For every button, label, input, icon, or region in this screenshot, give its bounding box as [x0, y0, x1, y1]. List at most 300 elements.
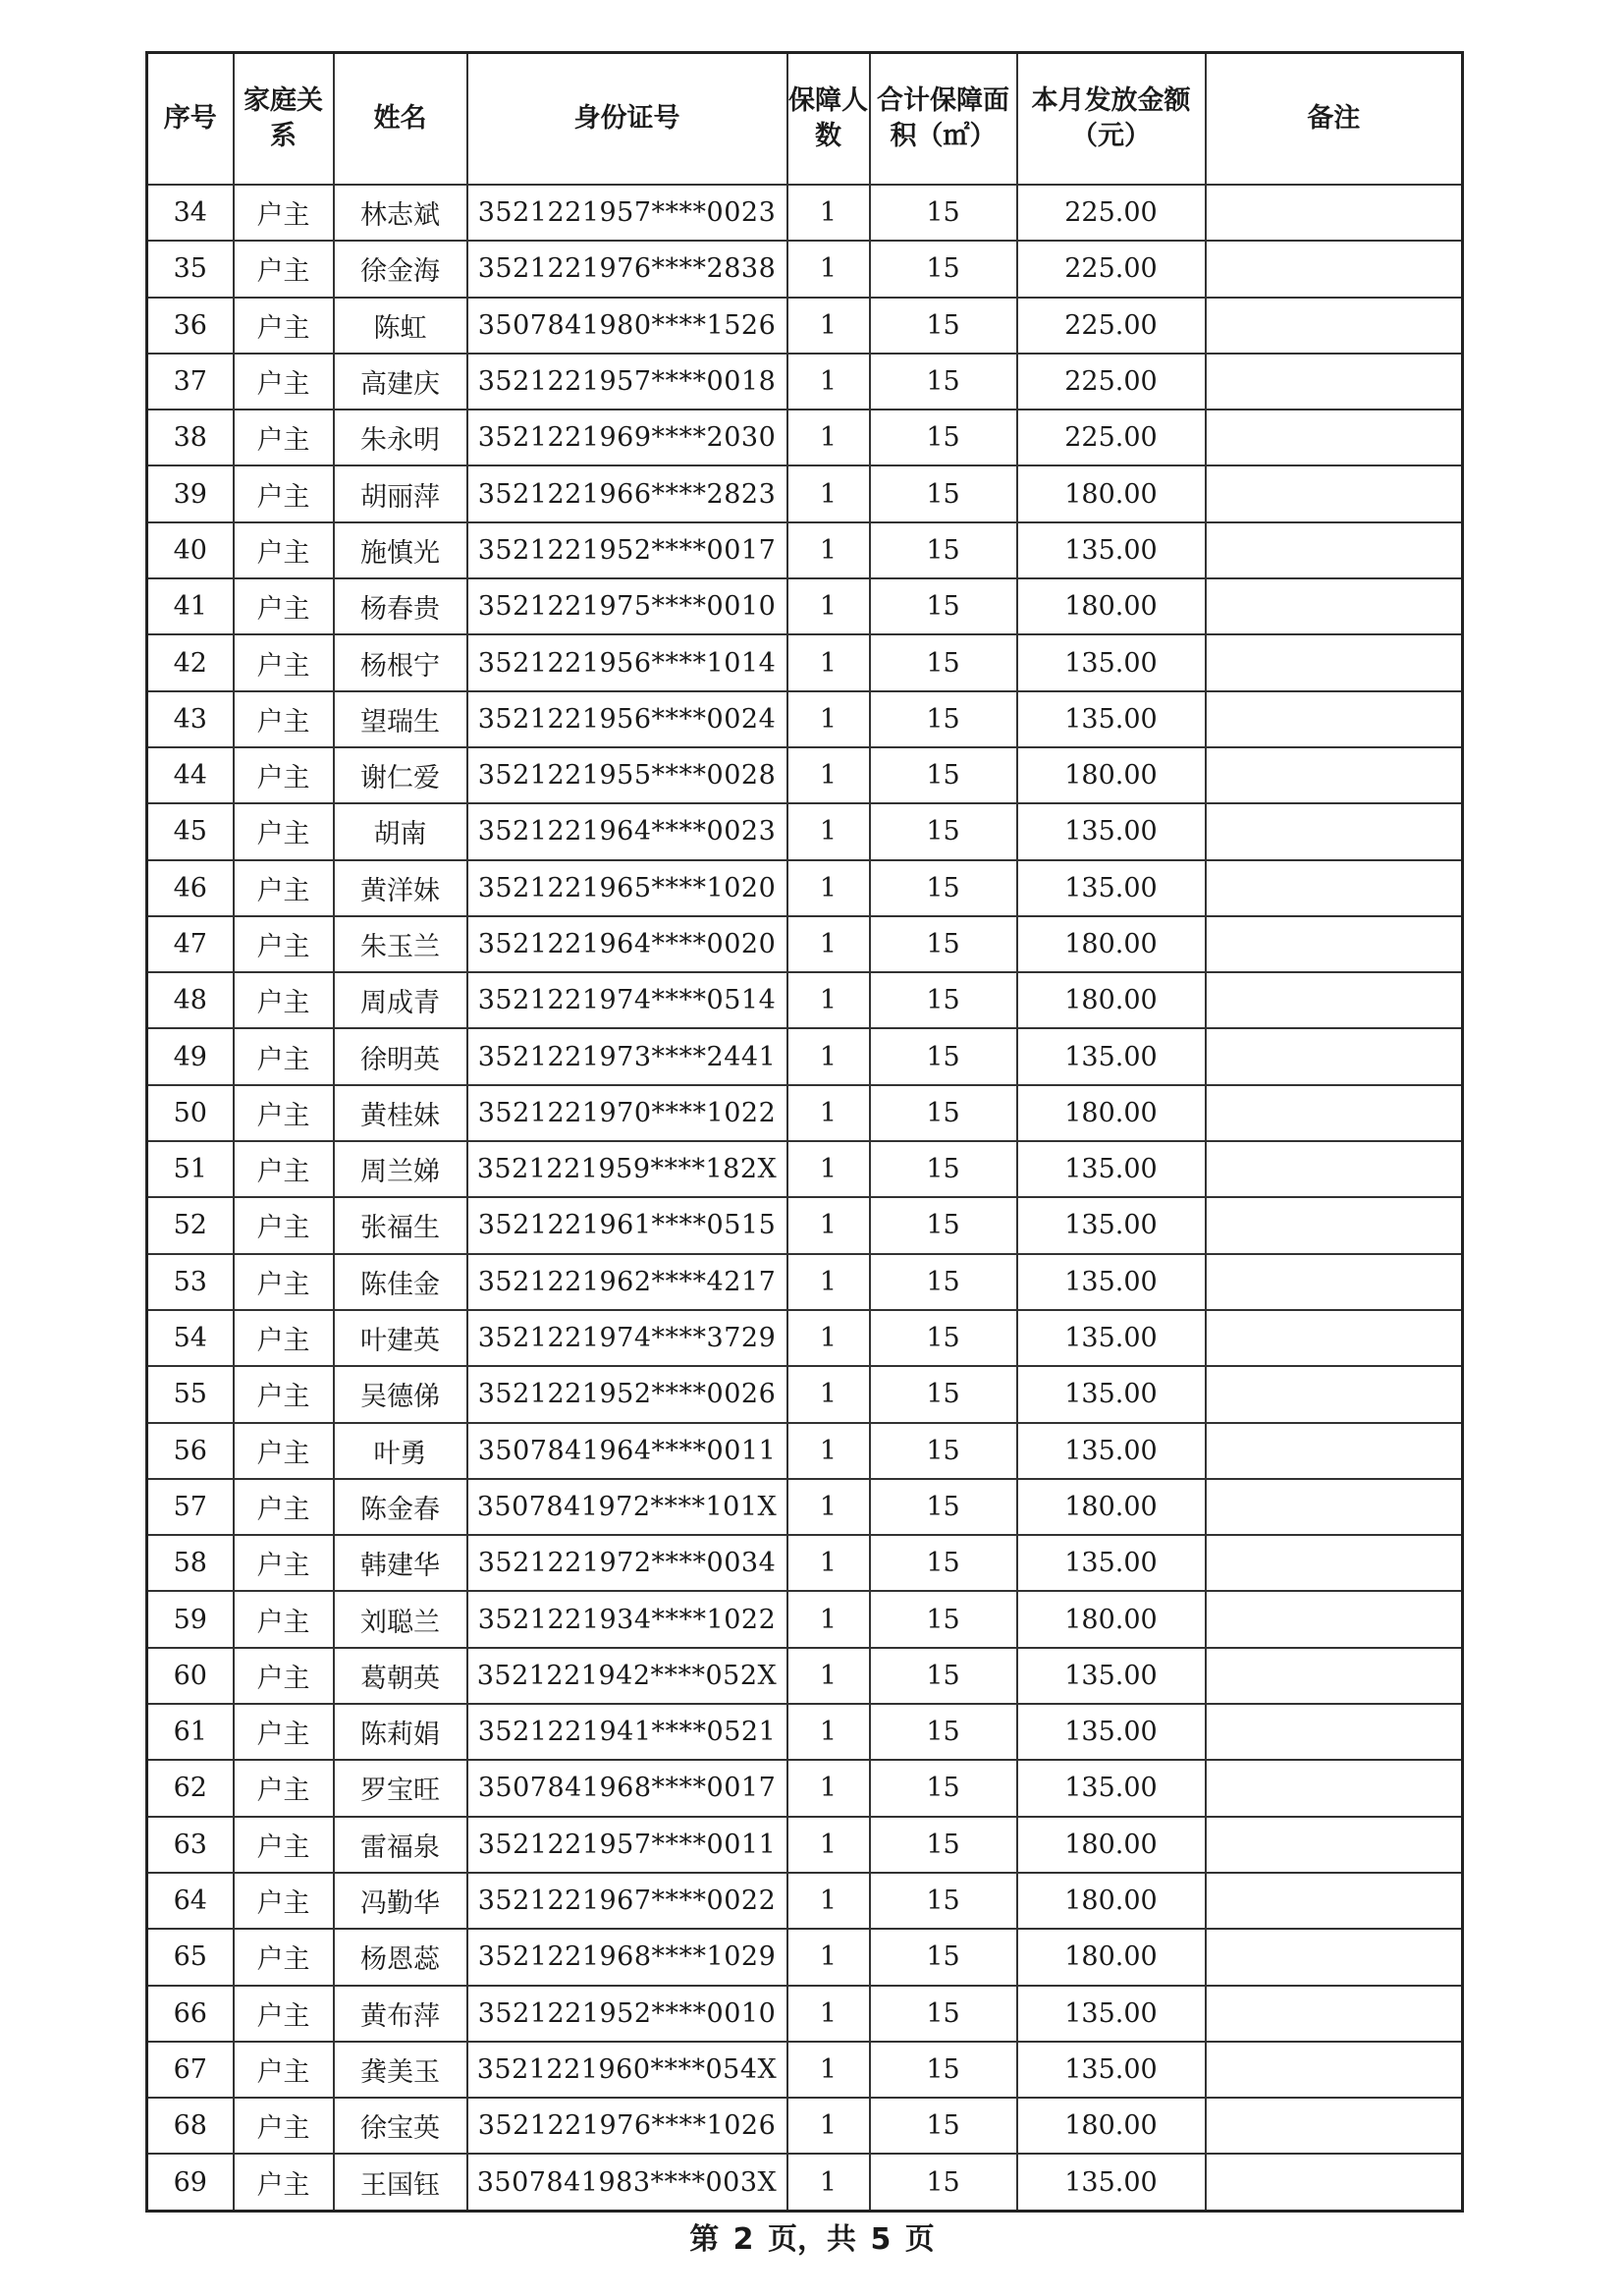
cell-id-number: 3521221967****0022 [467, 1873, 787, 1929]
table-row [147, 2042, 1463, 2098]
table-row [147, 747, 1463, 803]
cell-id-number: 3507841972****101X [467, 1479, 787, 1535]
cell-relation: 户主 [234, 1817, 334, 1873]
cell-amount: 135.00 [1017, 803, 1206, 859]
cell-amount: 135.00 [1017, 1366, 1206, 1422]
cell-name: 刘聪兰 [334, 1591, 467, 1647]
cell-amount: 225.00 [1017, 354, 1206, 410]
cell-name: 徐明英 [334, 1028, 467, 1084]
cell-remark [1206, 1535, 1463, 1591]
cell-relation: 户主 [234, 2154, 334, 2211]
cell-amount: 135.00 [1017, 1310, 1206, 1366]
cell-remark [1206, 691, 1463, 747]
cell-amount: 135.00 [1017, 1141, 1206, 1197]
cell-persons: 1 [787, 972, 870, 1028]
cell-remark [1206, 747, 1463, 803]
cell-persons: 1 [787, 1423, 870, 1479]
table-row [147, 522, 1463, 578]
cell-name: 周兰娣 [334, 1141, 467, 1197]
cell-remark [1206, 860, 1463, 916]
cell-relation: 户主 [234, 691, 334, 747]
cell-persons: 1 [787, 2154, 870, 2211]
cell-area: 15 [870, 972, 1017, 1028]
table-row [147, 1704, 1463, 1760]
table-row [147, 2154, 1463, 2211]
cell-seq: 52 [147, 1197, 234, 1253]
cell-relation: 户主 [234, 1929, 334, 1985]
cell-id-number: 3521221952****0017 [467, 522, 787, 578]
cell-persons: 1 [787, 241, 870, 297]
table-row [147, 1028, 1463, 1084]
cell-relation: 户主 [234, 578, 334, 634]
cell-amount: 180.00 [1017, 972, 1206, 1028]
cell-area: 15 [870, 1986, 1017, 2042]
cell-id-number: 3507841964****0011 [467, 1423, 787, 1479]
cell-amount: 180.00 [1017, 578, 1206, 634]
cell-relation: 户主 [234, 860, 334, 916]
cell-name: 吴德俤 [334, 1366, 467, 1422]
cell-persons: 1 [787, 1986, 870, 2042]
cell-seq: 36 [147, 298, 234, 354]
cell-seq: 35 [147, 241, 234, 297]
header-persons: 保障人数 [787, 53, 870, 186]
cell-id-number: 3521221956****0024 [467, 691, 787, 747]
cell-relation: 户主 [234, 522, 334, 578]
cell-remark [1206, 2042, 1463, 2098]
cell-name: 朱永明 [334, 410, 467, 465]
cell-seq: 59 [147, 1591, 234, 1647]
cell-seq: 50 [147, 1085, 234, 1141]
table-row [147, 1591, 1463, 1647]
cell-seq: 37 [147, 354, 234, 410]
cell-remark [1206, 522, 1463, 578]
cell-remark [1206, 241, 1463, 297]
cell-persons: 1 [787, 465, 870, 521]
cell-persons: 1 [787, 1141, 870, 1197]
cell-name: 葛朝英 [334, 1648, 467, 1704]
cell-id-number: 3521221964****0023 [467, 803, 787, 859]
cell-amount: 135.00 [1017, 2042, 1206, 2098]
cell-amount: 135.00 [1017, 1423, 1206, 1479]
cell-area: 15 [870, 354, 1017, 410]
cell-area: 15 [870, 1141, 1017, 1197]
cell-persons: 1 [787, 2042, 870, 2098]
cell-remark [1206, 1028, 1463, 1084]
cell-area: 15 [870, 634, 1017, 690]
cell-area: 15 [870, 1535, 1017, 1591]
cell-relation: 户主 [234, 2042, 334, 2098]
cell-id-number: 3521221965****1020 [467, 860, 787, 916]
cell-name: 龚美玉 [334, 2042, 467, 2098]
cell-relation: 户主 [234, 1423, 334, 1479]
cell-persons: 1 [787, 298, 870, 354]
table-row [147, 1310, 1463, 1366]
cell-seq: 68 [147, 2098, 234, 2154]
table-row [147, 916, 1463, 972]
cell-name: 胡丽萍 [334, 465, 467, 521]
cell-amount: 225.00 [1017, 298, 1206, 354]
cell-name: 朱玉兰 [334, 916, 467, 972]
cell-amount: 135.00 [1017, 1254, 1206, 1310]
table-row [147, 578, 1463, 634]
cell-amount: 135.00 [1017, 1197, 1206, 1253]
table-row [147, 1929, 1463, 1985]
cell-remark [1206, 298, 1463, 354]
cell-remark [1206, 803, 1463, 859]
cell-id-number: 3521221974****0514 [467, 972, 787, 1028]
table-row [147, 1535, 1463, 1591]
cell-seq: 62 [147, 1760, 234, 1816]
cell-remark [1206, 465, 1463, 521]
cell-id-number: 3521221955****0028 [467, 747, 787, 803]
cell-id-number: 3507841983****003X [467, 2154, 787, 2211]
table-row [147, 1197, 1463, 1253]
cell-id-number: 3521221960****054X [467, 2042, 787, 2098]
cell-id-number: 3521221956****1014 [467, 634, 787, 690]
cell-remark [1206, 1986, 1463, 2042]
cell-remark [1206, 1479, 1463, 1535]
cell-relation: 户主 [234, 1085, 334, 1141]
cell-persons: 1 [787, 522, 870, 578]
cell-area: 15 [870, 1817, 1017, 1873]
cell-remark [1206, 410, 1463, 465]
cell-amount: 135.00 [1017, 860, 1206, 916]
header-relation: 家庭关系 [234, 53, 334, 186]
table-row [147, 1873, 1463, 1929]
header-area: 合计保障面积（㎡） [870, 53, 1017, 186]
cell-name: 望瑞生 [334, 691, 467, 747]
cell-seq: 48 [147, 972, 234, 1028]
subsidy-roster-table [145, 51, 1464, 2213]
cell-area: 15 [870, 1760, 1017, 1816]
cell-remark [1206, 1648, 1463, 1704]
cell-name: 施慎光 [334, 522, 467, 578]
cell-persons: 1 [787, 1591, 870, 1647]
cell-persons: 1 [787, 354, 870, 410]
cell-area: 15 [870, 241, 1017, 297]
cell-persons: 1 [787, 1704, 870, 1760]
cell-name: 杨恩蕊 [334, 1929, 467, 1985]
table-row [147, 298, 1463, 354]
cell-name: 高建庆 [334, 354, 467, 410]
cell-relation: 户主 [234, 916, 334, 972]
cell-name: 徐金海 [334, 241, 467, 297]
cell-name: 陈金春 [334, 1479, 467, 1535]
cell-amount: 135.00 [1017, 1028, 1206, 1084]
table-row [147, 1254, 1463, 1310]
cell-persons: 1 [787, 1085, 870, 1141]
footer-prefix: 第 [689, 2222, 720, 2257]
cell-remark [1206, 185, 1463, 241]
cell-seq: 53 [147, 1254, 234, 1310]
cell-relation: 户主 [234, 1310, 334, 1366]
cell-seq: 43 [147, 691, 234, 747]
cell-name: 杨春贵 [334, 578, 467, 634]
cell-id-number: 3521221976****2838 [467, 241, 787, 297]
footer-page-word: 页，共 [768, 2222, 856, 2257]
cell-name: 周成青 [334, 972, 467, 1028]
cell-remark [1206, 2098, 1463, 2154]
cell-amount: 180.00 [1017, 747, 1206, 803]
cell-amount: 225.00 [1017, 185, 1206, 241]
cell-name: 雷福泉 [334, 1817, 467, 1873]
cell-relation: 户主 [234, 972, 334, 1028]
table-row [147, 2098, 1463, 2154]
cell-seq: 46 [147, 860, 234, 916]
cell-persons: 1 [787, 1929, 870, 1985]
cell-persons: 1 [787, 1535, 870, 1591]
cell-persons: 1 [787, 803, 870, 859]
cell-area: 15 [870, 1028, 1017, 1084]
cell-amount: 135.00 [1017, 1535, 1206, 1591]
cell-seq: 67 [147, 2042, 234, 2098]
cell-name: 谢仁爱 [334, 747, 467, 803]
cell-remark [1206, 1254, 1463, 1310]
cell-id-number: 3521221962****4217 [467, 1254, 787, 1310]
current-page-number: 2 [732, 2222, 754, 2257]
cell-remark [1206, 1366, 1463, 1422]
cell-seq: 60 [147, 1648, 234, 1704]
header-id-number: 身份证号 [467, 53, 787, 186]
cell-seq: 38 [147, 410, 234, 465]
table-row [147, 803, 1463, 859]
cell-name: 罗宝旺 [334, 1760, 467, 1816]
table-row [147, 410, 1463, 465]
cell-seq: 49 [147, 1028, 234, 1084]
cell-seq: 54 [147, 1310, 234, 1366]
cell-id-number: 3521221975****0010 [467, 578, 787, 634]
cell-remark [1206, 1817, 1463, 1873]
cell-id-number: 3521221961****0515 [467, 1197, 787, 1253]
cell-relation: 户主 [234, 1254, 334, 1310]
cell-amount: 180.00 [1017, 1479, 1206, 1535]
cell-name: 叶勇 [334, 1423, 467, 1479]
header-remark: 备注 [1206, 53, 1463, 186]
cell-name: 王国钰 [334, 2154, 467, 2211]
cell-area: 15 [870, 2042, 1017, 2098]
cell-amount: 135.00 [1017, 634, 1206, 690]
cell-relation: 户主 [234, 2098, 334, 2154]
cell-relation: 户主 [234, 410, 334, 465]
cell-relation: 户主 [234, 1028, 334, 1084]
cell-remark [1206, 1873, 1463, 1929]
cell-seq: 34 [147, 185, 234, 241]
cell-area: 15 [870, 185, 1017, 241]
cell-relation: 户主 [234, 1535, 334, 1591]
cell-name: 冯勤华 [334, 1873, 467, 1929]
table-row [147, 860, 1463, 916]
table-row [147, 691, 1463, 747]
cell-amount: 135.00 [1017, 1648, 1206, 1704]
cell-amount: 180.00 [1017, 916, 1206, 972]
cell-id-number: 3521221973****2441 [467, 1028, 787, 1084]
cell-id-number: 3521221964****0020 [467, 916, 787, 972]
cell-persons: 1 [787, 2098, 870, 2154]
cell-area: 15 [870, 860, 1017, 916]
cell-remark [1206, 1760, 1463, 1816]
cell-area: 15 [870, 1873, 1017, 1929]
cell-remark [1206, 916, 1463, 972]
cell-persons: 1 [787, 1197, 870, 1253]
table-row [147, 185, 1463, 241]
cell-seq: 56 [147, 1423, 234, 1479]
cell-name: 陈佳金 [334, 1254, 467, 1310]
cell-relation: 户主 [234, 241, 334, 297]
page-footer [0, 2214, 1624, 2258]
cell-persons: 1 [787, 1760, 870, 1816]
cell-id-number: 3521221966****2823 [467, 465, 787, 521]
cell-area: 15 [870, 1197, 1017, 1253]
cell-name: 杨根宁 [334, 634, 467, 690]
cell-relation: 户主 [234, 185, 334, 241]
cell-name: 黄布萍 [334, 1986, 467, 2042]
cell-amount: 135.00 [1017, 1704, 1206, 1760]
cell-relation: 户主 [234, 803, 334, 859]
table-row [147, 1817, 1463, 1873]
cell-seq: 55 [147, 1366, 234, 1422]
cell-area: 15 [870, 1929, 1017, 1985]
cell-relation: 户主 [234, 1591, 334, 1647]
cell-relation: 户主 [234, 465, 334, 521]
cell-persons: 1 [787, 860, 870, 916]
footer-suffix: 页 [904, 2222, 935, 2257]
cell-name: 黄洋妹 [334, 860, 467, 916]
cell-amount: 135.00 [1017, 691, 1206, 747]
cell-relation: 户主 [234, 1197, 334, 1253]
cell-seq: 42 [147, 634, 234, 690]
cell-persons: 1 [787, 1817, 870, 1873]
cell-seq: 63 [147, 1817, 234, 1873]
cell-remark [1206, 578, 1463, 634]
cell-area: 15 [870, 1479, 1017, 1535]
cell-area: 15 [870, 298, 1017, 354]
cell-seq: 41 [147, 578, 234, 634]
cell-seq: 44 [147, 747, 234, 803]
table-row [147, 465, 1463, 521]
cell-area: 15 [870, 691, 1017, 747]
cell-area: 15 [870, 916, 1017, 972]
cell-seq: 61 [147, 1704, 234, 1760]
cell-remark [1206, 1591, 1463, 1647]
cell-amount: 225.00 [1017, 241, 1206, 297]
cell-relation: 户主 [234, 1648, 334, 1704]
cell-persons: 1 [787, 1366, 870, 1422]
cell-seq: 69 [147, 2154, 234, 2211]
cell-area: 15 [870, 465, 1017, 521]
cell-area: 15 [870, 1366, 1017, 1422]
cell-seq: 47 [147, 916, 234, 972]
cell-remark [1206, 1085, 1463, 1141]
cell-name: 韩建华 [334, 1535, 467, 1591]
cell-name: 胡南 [334, 803, 467, 859]
cell-persons: 1 [787, 410, 870, 465]
cell-name: 陈莉娟 [334, 1704, 467, 1760]
cell-amount: 180.00 [1017, 2098, 1206, 2154]
cell-id-number: 3521221957****0018 [467, 354, 787, 410]
table-row [147, 1986, 1463, 2042]
table-row [147, 1085, 1463, 1141]
cell-area: 15 [870, 2098, 1017, 2154]
cell-id-number: 3521221952****0026 [467, 1366, 787, 1422]
cell-persons: 1 [787, 1254, 870, 1310]
cell-amount: 225.00 [1017, 410, 1206, 465]
cell-amount: 180.00 [1017, 1085, 1206, 1141]
cell-amount: 135.00 [1017, 1986, 1206, 2042]
cell-relation: 户主 [234, 1873, 334, 1929]
cell-remark [1206, 972, 1463, 1028]
cell-persons: 1 [787, 185, 870, 241]
cell-persons: 1 [787, 1479, 870, 1535]
cell-seq: 51 [147, 1141, 234, 1197]
cell-seq: 40 [147, 522, 234, 578]
cell-amount: 180.00 [1017, 1929, 1206, 1985]
cell-area: 15 [870, 1591, 1017, 1647]
cell-id-number: 3521221941****0521 [467, 1704, 787, 1760]
total-page-number: 5 [870, 2222, 892, 2257]
table-row [147, 1366, 1463, 1422]
cell-area: 15 [870, 1310, 1017, 1366]
cell-name: 黄桂妹 [334, 1085, 467, 1141]
table-row [147, 1479, 1463, 1535]
cell-area: 15 [870, 2154, 1017, 2211]
cell-id-number: 3521221957****0023 [467, 185, 787, 241]
cell-amount: 180.00 [1017, 465, 1206, 521]
cell-name: 张福生 [334, 1197, 467, 1253]
cell-area: 15 [870, 803, 1017, 859]
cell-remark [1206, 354, 1463, 410]
cell-remark [1206, 2154, 1463, 2211]
table-row [147, 354, 1463, 410]
cell-relation: 户主 [234, 1141, 334, 1197]
cell-name: 徐宝英 [334, 2098, 467, 2154]
cell-seq: 64 [147, 1873, 234, 1929]
header-amount: 本月发放金额（元） [1017, 53, 1206, 186]
cell-id-number: 3521221957****0011 [467, 1817, 787, 1873]
cell-persons: 1 [787, 747, 870, 803]
cell-area: 15 [870, 747, 1017, 803]
cell-persons: 1 [787, 1028, 870, 1084]
cell-area: 15 [870, 1704, 1017, 1760]
cell-id-number: 3521221942****052X [467, 1648, 787, 1704]
cell-amount: 180.00 [1017, 1873, 1206, 1929]
table-row [147, 634, 1463, 690]
cell-seq: 57 [147, 1479, 234, 1535]
cell-id-number: 3521221974****3729 [467, 1310, 787, 1366]
cell-remark [1206, 1141, 1463, 1197]
cell-area: 15 [870, 1423, 1017, 1479]
table-body [147, 185, 1463, 2211]
cell-relation: 户主 [234, 1986, 334, 2042]
cell-seq: 66 [147, 1986, 234, 2042]
cell-id-number: 3521221959****182X [467, 1141, 787, 1197]
table-row [147, 1760, 1463, 1816]
cell-remark [1206, 1423, 1463, 1479]
cell-persons: 1 [787, 1873, 870, 1929]
cell-amount: 135.00 [1017, 2154, 1206, 2211]
table-row [147, 1423, 1463, 1479]
cell-relation: 户主 [234, 1760, 334, 1816]
cell-relation: 户主 [234, 354, 334, 410]
cell-persons: 1 [787, 916, 870, 972]
table-header-row [147, 53, 1463, 186]
cell-id-number: 3521221968****1029 [467, 1929, 787, 1985]
cell-seq: 65 [147, 1929, 234, 1985]
cell-persons: 1 [787, 1310, 870, 1366]
cell-persons: 1 [787, 1648, 870, 1704]
cell-id-number: 3521221952****0010 [467, 1986, 787, 2042]
cell-persons: 1 [787, 691, 870, 747]
cell-relation: 户主 [234, 634, 334, 690]
